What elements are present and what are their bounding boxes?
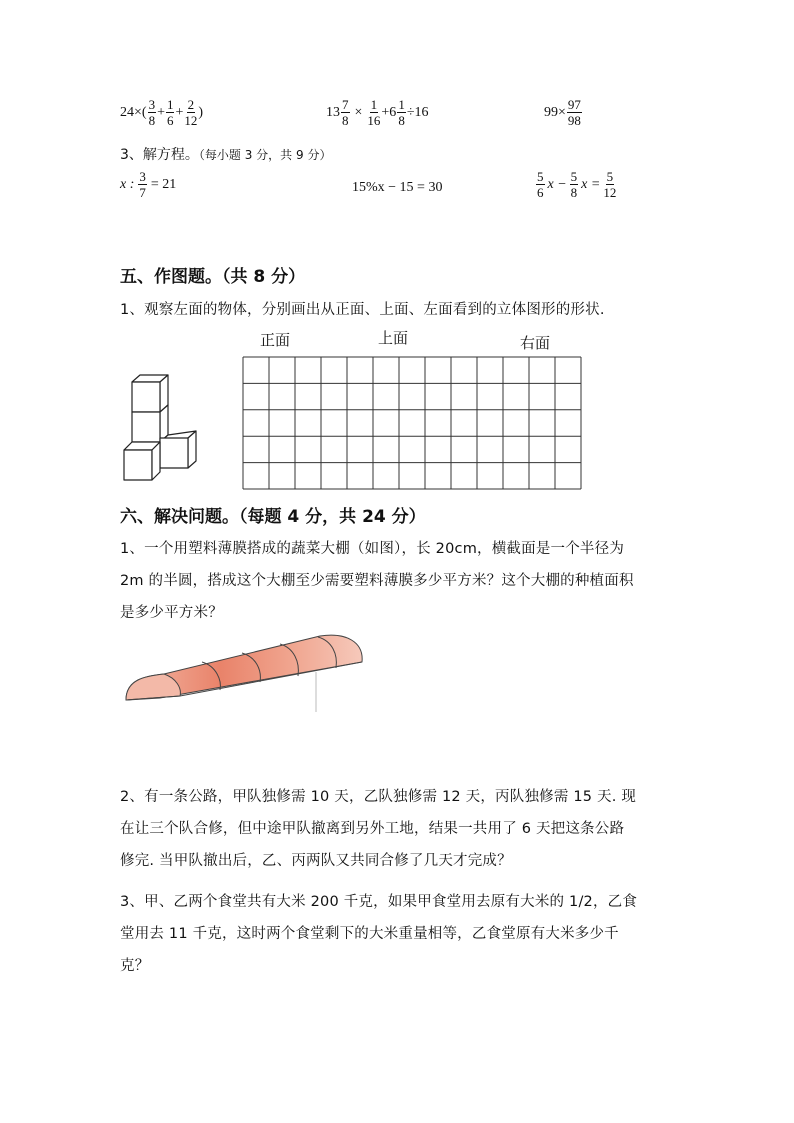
calc-expression-3: 99× $\frac{97}{98}$ — [544, 97, 581, 128]
question-2-line: 修完. 当甲队撤出后，乙、丙两队又共同合修了几天才完成？ — [120, 853, 512, 869]
section-5-title: 五、作图题。（共 8 分） — [120, 267, 306, 287]
label-front-view: 正面 — [260, 331, 291, 349]
calc-expression-2: 13 $\frac{7}{8}$ × $\frac{1}{16}$ +6 $\frac{1}{8}$ ÷16 — [326, 97, 429, 128]
section-6-title: 六、解决问题。（每题 4 分，共 24 分） — [120, 507, 426, 527]
label-top-view: 上面 — [378, 329, 409, 347]
question-1-line: 2m 的半圆，搭成这个大棚至少需要塑料薄膜多少平方米？这个大棚的种植面积 — [120, 573, 634, 589]
section-6-question-1 — [120, 533, 634, 629]
question-3-line: 3、甲、乙两个食堂共有大米 200 千克，如果甲食堂用去原有大米的 1/2，乙食 — [120, 894, 638, 910]
section-5-question-1: 1、观察左面的物体，分别画出从正面、上面、左面看到的立体图形的形状. — [120, 302, 605, 318]
cube-stack-figure — [118, 372, 204, 484]
question-2-line: 在让三个队合修，但中途甲队撤离到另外工地，结果一共用了 6 天把这条公路 — [120, 821, 625, 837]
equations-heading: 3、解方程。（每小题 3 分，共 9 分） — [120, 147, 332, 163]
section-6-question-2 — [120, 781, 636, 877]
equation-3: $\frac{5}{6}$ x − $\frac{5}{8}$ x = $\frac{5}{12}$ — [537, 169, 617, 200]
question-3-line: 堂用去 11 千克，这时两个食堂剩下的大米重量相等，乙食堂原有大米多少千 — [120, 926, 619, 942]
question-3-line: 克？ — [120, 958, 150, 974]
question-1-line: 1、一个用塑料薄膜搭成的蔬菜大棚（如图），长 20cm，横截面是一个半径为 — [120, 541, 625, 557]
greenhouse-figure — [120, 632, 370, 712]
calc-expression-1: 24×( $\frac{3}{8}$ + $\frac{1}{6}$ + $\frac{2}{12}$ ) — [120, 97, 204, 128]
section-6-question-3 — [120, 886, 637, 982]
equation-2: 15%x − 15 = 30 — [352, 180, 443, 195]
question-2-line: 2、有一条公路，甲队独修需 10 天，乙队独修需 12 天，丙队独修需 15 天. 现 — [120, 789, 637, 805]
equation-1: x : $\frac{3}{7}$ = 21 — [120, 169, 177, 200]
label-right-view: 右面 — [520, 334, 551, 352]
question-1-line: 是多少平方米？ — [120, 605, 223, 621]
drawing-grid — [242, 356, 582, 490]
